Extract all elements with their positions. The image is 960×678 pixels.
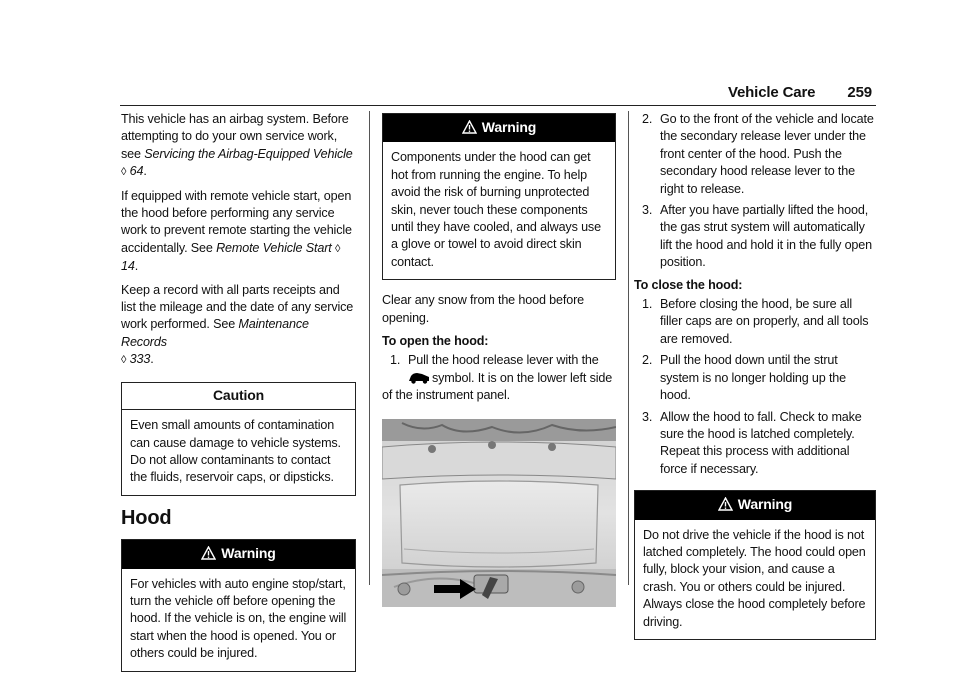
- page-section-title: Vehicle Care: [727, 84, 816, 101]
- list-item-close-step-2: 2. Pull the hood down until the strut system is no longer holding up the hood.: [642, 353, 847, 403]
- warning-title: Warning: [221, 545, 276, 562]
- link-maintenance-records[interactable]: Maintenance Records: [121, 317, 309, 349]
- list-item-open-step-3: 3. After you have partially lifted the hood, the gas strut system will automatically lift the hood and hold it in the fully open position.: [642, 203, 872, 270]
- label-open-hood: To open the hood:: [382, 334, 489, 349]
- paragraph-clear-snow: Clear any snow from the hood before opening.: [382, 293, 584, 325]
- page-ref-64[interactable]: 64: [129, 164, 144, 179]
- warning-header: [635, 491, 875, 519]
- warning-title: Warning: [481, 119, 537, 135]
- hood-release-lever-photo: [382, 419, 616, 607]
- page-header: [572, 84, 872, 104]
- open-step-1-continued: symbol. It is on the lower left side of the instrument panel.: [382, 370, 613, 403]
- warning-triangle-icon: [462, 120, 477, 134]
- warning-box-auto-stop: [121, 539, 356, 671]
- warning-title: Warning: [737, 496, 793, 513]
- column-middle: [382, 111, 616, 607]
- paragraph-airbag: This vehicle has an airbag system. Before attempting to do your own service work, see Servicing the Airbag-Equipped Vehicle ◊ 64.: [121, 112, 353, 179]
- list-item-open-step-1: 1. Pull the hood release lever with the: [390, 353, 599, 368]
- caution-body: Even small amounts of contamination can cause damage to vehicle systems. Do not allow contaminants to contact the fluids, reservoir caps, or dipsticks.: [130, 418, 341, 485]
- caution-title: Caution: [122, 383, 355, 410]
- warning-box-hot-components: [382, 113, 616, 280]
- warning-box-hood-latch: [634, 490, 876, 640]
- link-remote-vehicle-start[interactable]: Remote Vehicle Start: [216, 240, 332, 255]
- paragraph-maintenance: Keep a record with all parts receipts and list the mileage and the date of any service work performed. See Maintenance Records ◊ 333.: [121, 282, 354, 367]
- page-number: 259: [847, 84, 872, 101]
- warning-body: Components under the hood can get hot from running the engine. To help avoid the risk of burning unprotected skin, never touch these components until they have cooled, and always use a glove or towel to avoid direct skin contact.: [391, 150, 601, 269]
- page-ref-14[interactable]: 14: [121, 259, 135, 274]
- warning-body: Do not drive the vehicle if the hood is not latched completely. The hood could open fully, block your vision, and cause a crash. You or others could be injured. Always close the hood completely before driving.: [643, 527, 866, 629]
- warning-triangle-icon: [201, 546, 216, 560]
- arrow-reference-icon: ◊: [334, 242, 341, 255]
- paragraph-remote-start: If equipped with remote vehicle start, open the hood before performing any service work to prevent remote starting the vehicle accidentally. See Remote Vehicle Start ◊ 14.: [121, 188, 352, 274]
- column-divider-left: [369, 111, 370, 585]
- header-divider: [120, 105, 876, 106]
- page-ref-333[interactable]: 333: [129, 352, 151, 367]
- list-item-close-step-3: 3. Allow the hood to fall. Check to make sure the hood is latched completely. Repeat this process with additional force if necessary.: [642, 409, 862, 476]
- list-item-open-step-2: 2. Go to the front of the vehicle and locate the secondary release lever under the front center of the hood. Push the secondary hood release lever to the right to release.: [642, 112, 874, 196]
- column-left: [121, 111, 356, 678]
- warning-triangle-icon: [718, 497, 733, 511]
- label-close-hood: To close the hood:: [634, 277, 743, 292]
- section-heading-hood: Hood: [121, 506, 172, 529]
- column-right: [634, 111, 876, 650]
- column-divider-right: [628, 111, 629, 585]
- warning-header: [383, 114, 615, 142]
- car-hood-icon: [408, 372, 430, 384]
- warning-body: For vehicles with auto engine stop/start, turn the vehicle off before opening the hood. If the vehicle is on, the engine will start when the hood is opened. You or others could be injured.: [130, 576, 347, 661]
- arrow-reference-icon: ◊: [121, 354, 127, 367]
- hood-lever-illustration: [382, 419, 616, 607]
- list-item-close-step-1: 1. Before closing the hood, be sure all filler caps are on properly, and all tools are removed.: [642, 297, 869, 346]
- caution-box: [121, 382, 356, 496]
- warning-header: [122, 540, 355, 568]
- link-airbag-servicing[interactable]: Servicing the Airbag-Equipped Vehicle: [144, 146, 353, 161]
- arrow-reference-icon: ◊: [121, 166, 127, 179]
